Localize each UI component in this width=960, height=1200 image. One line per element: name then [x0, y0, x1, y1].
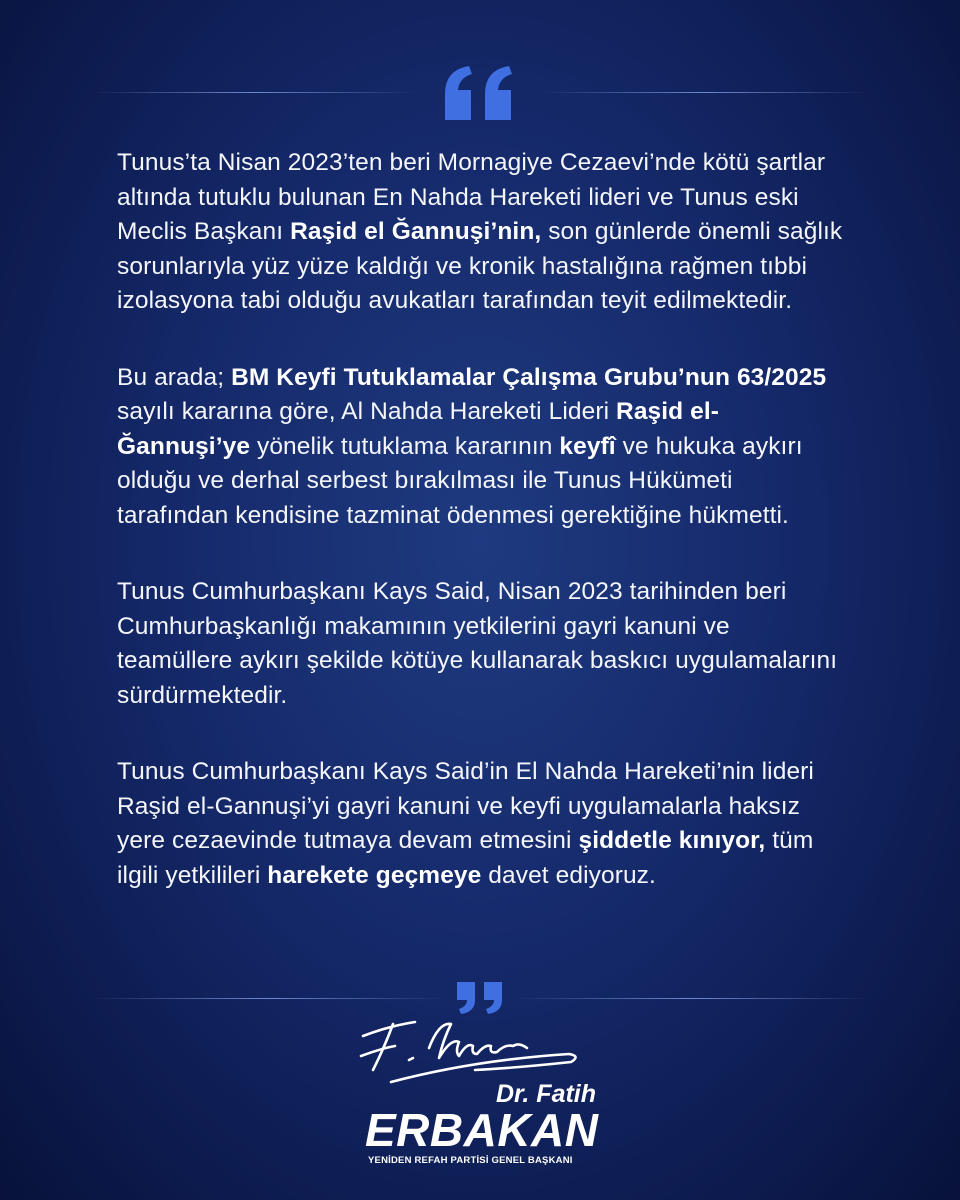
paragraph-3 — [117, 575, 847, 713]
emphasized-text: Raşid el Ğannuşi’nin, — [290, 218, 542, 245]
text-run: Bu arada; — [117, 363, 232, 391]
bottom-divider-right — [514, 998, 870, 999]
emphasized-text: şiddetle kınıyor, — [578, 827, 766, 854]
paragraph-1 — [117, 146, 847, 319]
top-divider-left — [90, 92, 418, 93]
text-run: davet ediyoruz. — [481, 861, 656, 889]
text-run: ve hukuka aykırı olduğu ve derhal serbest bırakılması ile Tunus Hükümeti tarafından kendisine tazminat ödenmesi gerektiğine hükmetti. — [117, 432, 803, 529]
signatory-first-name: Dr. Fatih — [496, 1080, 597, 1108]
signatory-surname: ERBAKAN — [365, 1104, 599, 1156]
emphasized-text: BM Keyfi Tutuklamalar Çalışma Grubu’nun 63/2025 — [231, 363, 827, 391]
open-quote-icon — [443, 64, 515, 122]
statement-body — [117, 146, 847, 935]
top-divider-right — [540, 92, 870, 93]
emphasized-text: harekete geçmeye — [267, 861, 482, 889]
text-run: tüm ilgili yetkilileri — [117, 827, 814, 889]
text-run: yönelik tutuklama kararının — [250, 432, 560, 460]
bottom-divider-left — [90, 998, 446, 999]
text-run: Tunus Cumhurbaşkanı Kays Said’in El Nahda Hareketi’nin lideri Raşid el-Gannuşi’yi gayri kanuni ve keyfi uygulamalarla haksız yere cezaevinde tutmaya devam etmesini — [117, 758, 814, 854]
paragraph-4 — [117, 755, 847, 893]
text-run: Tunus’ta Nisan 2023’ten beri Mornagiye Cezaevi’nde kötü şartlar altında tutuklu bulunan En Nahda Hareketi lideri ve Tunus eski Meclis Başkanı — [117, 149, 826, 245]
emphasized-text: keyfî — [559, 432, 616, 460]
emphasized-text: Raşid el-Ğannuşi’ye — [117, 398, 720, 460]
text-run: son günlerde önemli sağlık sorunlarıyla yüz yüze kaldığı ve kronik hastalığına rağmen tıbbi izolasyona tabi olduğu avukatları tarafından teyit edilmektedir. — [117, 218, 843, 314]
paragraph-2 — [117, 361, 847, 534]
close-quote-icon — [455, 980, 505, 1016]
text-run: sayılı kararına göre, Al Nahda Hareketi Lideri — [117, 398, 617, 425]
signatory-title: YENİDEN REFAH PARTİSİ GENEL BAŞKANI — [368, 1155, 573, 1166]
text-run: Tunus Cumhurbaşkanı Kays Said, Nisan 2023 tarihinden beri Cumhurbaşkanlığı makamının yetkilerini gayri kanuni ve teamüllere aykırı şekilde kötüye kullanarak baskıcı uygulamalarını sürdürmektedir. — [117, 578, 838, 709]
